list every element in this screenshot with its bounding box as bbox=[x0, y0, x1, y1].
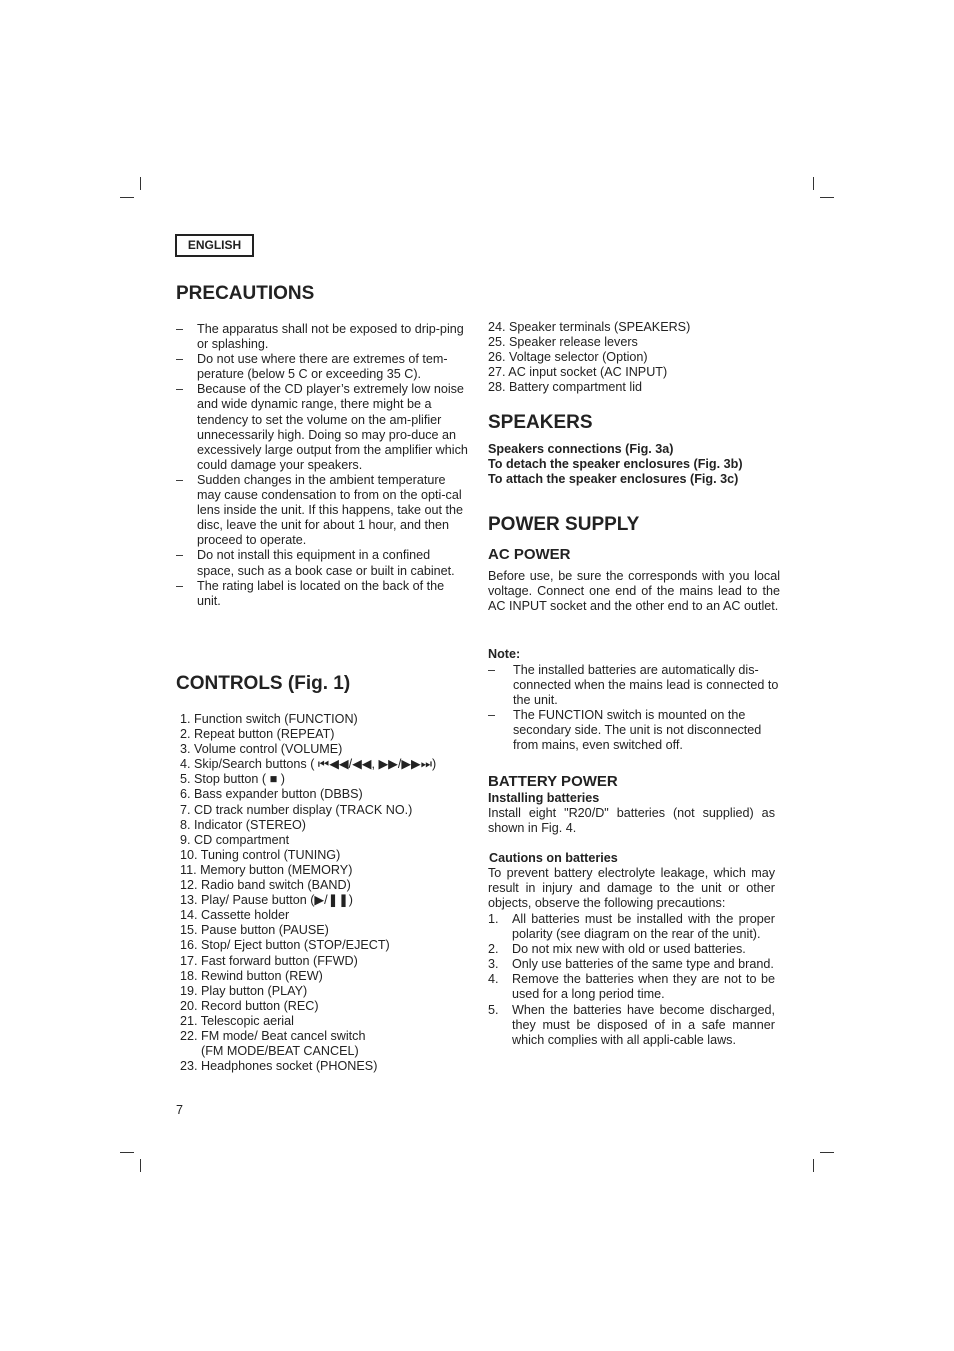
list-number: 3. bbox=[488, 957, 499, 972]
list-item: 26. Voltage selector (Option) bbox=[488, 350, 648, 365]
controls-list bbox=[180, 712, 436, 1074]
list-item bbox=[488, 1003, 775, 1048]
list-item: 19. Play button (PLAY) bbox=[180, 983, 308, 998]
list-item: 10. Tuning control (TUNING) bbox=[180, 847, 341, 862]
crop-mark bbox=[120, 1152, 134, 1153]
crop-mark bbox=[820, 1152, 834, 1153]
list-item: – Sudden changes in the ambient temperature may cause condensation to from on the opti-cal lens inside the unit. If this happens, take out the disc, leave the unit for about 1 hour, and then proceed to operate. bbox=[176, 473, 470, 548]
list-item-continuation: (FM MODE/BEAT CANCEL) bbox=[201, 1044, 359, 1059]
list-item: 27. AC input socket (AC INPUT) bbox=[488, 365, 668, 380]
crop-mark bbox=[813, 177, 814, 190]
list-item: – The installed batteries are automatically dis-connected when the mains lead is connected to the unit. bbox=[488, 663, 780, 708]
list-item: 4. Skip/Search buttons ( ⏮◀◀/◀◀, ▶▶/▶▶⏭) bbox=[180, 757, 437, 772]
list-item: – Do not use where there are extremes of tem-perature (below 5 C or exceeding 35 C). bbox=[176, 352, 470, 382]
battery-power-title: BATTERY POWER bbox=[488, 773, 618, 790]
crop-mark bbox=[813, 1159, 814, 1172]
ac-power-text: Before use, be sure the corresponds with you local voltage. Connect one end of the mains lead to the AC INPUT socket and the other end to an AC outlet. bbox=[488, 569, 780, 614]
speakers-line: To detach the speaker enclosures (Fig. 3b) bbox=[488, 457, 743, 472]
crop-mark bbox=[820, 197, 834, 198]
list-number: 1. bbox=[488, 912, 499, 926]
list-text: Only use batteries of the same type and brand. bbox=[512, 957, 774, 972]
list-item: 1. Function switch (FUNCTION) bbox=[180, 712, 358, 726]
cautions-intro: To prevent battery electrolyte leakage, which may result in injury and damage to the unit or other objects, observe the following precautions: bbox=[488, 866, 775, 911]
list-item: – Do not install this equipment in a confined space, such as a book case or built in cabinet. bbox=[176, 548, 470, 578]
speakers-line: To attach the speaker enclosures (Fig. 3c) bbox=[488, 472, 739, 487]
list-item: 23. Headphones socket (PHONES) bbox=[180, 1059, 378, 1074]
notes-list bbox=[488, 663, 780, 754]
cautions-label: Cautions on batteries bbox=[489, 851, 618, 865]
list-item bbox=[488, 942, 775, 957]
note-label: Note: bbox=[488, 647, 521, 661]
speakers-title: SPEAKERS bbox=[488, 412, 593, 433]
power-supply-title: POWER SUPPLY bbox=[488, 514, 640, 535]
list-item: – The rating label is located on the back of the unit. bbox=[176, 579, 470, 609]
precautions-title: PRECAUTIONS bbox=[176, 283, 315, 304]
list-text: When the batteries have become discharged, they must be disposed of in a safe manner which complies with all appli-cable laws. bbox=[512, 1002, 775, 1047]
crop-mark bbox=[120, 197, 134, 198]
list-item: 15. Pause button (PAUSE) bbox=[180, 923, 329, 938]
speakers-line: Speakers connections (Fig. 3a) bbox=[488, 442, 674, 456]
list-number: 5. bbox=[488, 1002, 499, 1017]
crop-mark bbox=[140, 177, 141, 190]
list-item bbox=[488, 957, 775, 972]
controls-list-continued bbox=[488, 320, 690, 395]
list-item: 7. CD track number display (TRACK NO.) bbox=[180, 802, 413, 817]
controls-title: CONTROLS (Fig. 1) bbox=[176, 673, 351, 694]
list-item: 20. Record button (REC) bbox=[180, 998, 319, 1013]
list-item: 14. Cassette holder bbox=[180, 908, 290, 923]
list-item: 2. Repeat button (REPEAT) bbox=[180, 727, 335, 742]
installing-text: Install eight "R20/D" batteries (not supplied) as shown in Fig. 4. bbox=[488, 806, 775, 836]
list-item: 21. Telescopic aerial bbox=[180, 1013, 294, 1028]
installing-label: Installing batteries bbox=[488, 791, 600, 805]
list-item: 24. Speaker terminals (SPEAKERS) bbox=[488, 320, 691, 334]
list-item: 6. Bass expander button (DBBS) bbox=[180, 787, 363, 802]
list-item: 3. Volume control (VOLUME) bbox=[180, 742, 343, 757]
list-item: 5. Stop button ( ■ ) bbox=[180, 772, 285, 787]
list-item: 13. Play/ Pause button (▶/❚❚) bbox=[180, 893, 353, 908]
list-item: 22. FM mode/ Beat cancel switch bbox=[180, 1028, 366, 1043]
list-item: – The apparatus shall not be exposed to drip-ping or splashing. bbox=[176, 322, 470, 352]
cautions-list bbox=[488, 912, 775, 1048]
precautions-list bbox=[176, 322, 470, 609]
list-number: 4. bbox=[488, 972, 499, 987]
list-item: 18. Rewind button (REW) bbox=[180, 968, 323, 983]
list-item: 12. Radio band switch (BAND) bbox=[180, 878, 351, 893]
list-item: 8. Indicator (STEREO) bbox=[180, 817, 306, 832]
list-item: 11. Memory button (MEMORY) bbox=[180, 862, 353, 877]
list-item: – Because of the CD player’s extremely low noise and wide dynamic range, there might be a tendency to set the volume on the am-plifier unnecessarily high. Doing so may pro-duce an excessively large output from the amplifier which could damage your speakers. bbox=[176, 382, 470, 473]
language-badge: ENGLISH bbox=[175, 234, 254, 257]
list-item: 25. Speaker release levers bbox=[488, 335, 638, 350]
list-item bbox=[180, 1044, 436, 1059]
speakers-lines bbox=[488, 442, 743, 487]
list-item bbox=[488, 912, 775, 942]
list-item: 16. Stop/ Eject button (STOP/EJECT) bbox=[180, 938, 390, 953]
list-number: 2. bbox=[488, 942, 499, 957]
list-item: – The FUNCTION switch is mounted on the secondary side. The unit is not disconnected from mains, even switched off. bbox=[488, 708, 780, 753]
list-text: Do not mix new with old or used batteries. bbox=[512, 942, 746, 957]
list-item bbox=[488, 972, 775, 1002]
crop-mark bbox=[140, 1159, 141, 1172]
list-text: All batteries must be installed with the proper polarity (see diagram on the rear of the unit). bbox=[512, 912, 775, 942]
list-item: 28. Battery compartment lid bbox=[488, 380, 642, 395]
list-text: Remove the batteries when they are not to be used for a long period time. bbox=[512, 972, 775, 1002]
page-number: 7 bbox=[176, 1103, 184, 1117]
list-item: 9. CD compartment bbox=[180, 832, 290, 847]
ac-power-title: AC POWER bbox=[488, 546, 571, 563]
list-item: 17. Fast forward button (FFWD) bbox=[180, 953, 358, 968]
